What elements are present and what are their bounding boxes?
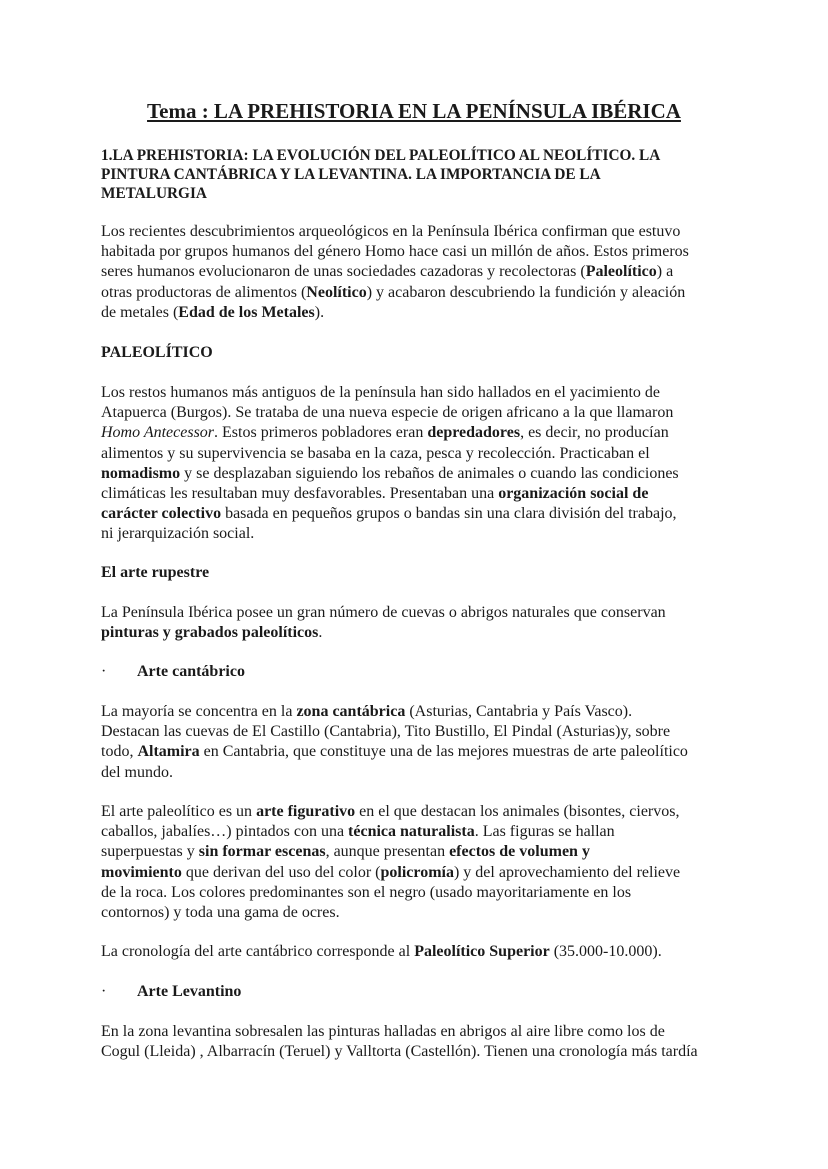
text-line: [101, 464, 679, 484]
text-run: seres humanos evolucionaron de unas sociedades cazadoras y recolectoras (: [101, 263, 586, 281]
subheading: [101, 343, 213, 363]
bold-text: nomadismo: [101, 464, 181, 482]
paragraph: [101, 603, 666, 643]
subheading: [101, 563, 209, 583]
text-run: En la zona levantina sobresalen las pinturas halladas en abrigos al aire libre como los de: [101, 1023, 665, 1040]
text-line: [101, 822, 680, 842]
text-line: [101, 283, 689, 303]
text-run: La cronología del arte cantábrico corresponde al: [101, 943, 415, 960]
text-line: [101, 942, 662, 962]
bold-text: Edad de los Metales: [178, 303, 315, 321]
text-line: [101, 1042, 698, 1062]
text-run: en el que destacan los animales (bisontes, ciervos,: [355, 803, 680, 820]
bold-text: zona cantábrica: [296, 703, 406, 720]
text-run: basada en pequeños grupos o bandas sin una clara división del trabajo,: [221, 505, 677, 523]
text-line: [101, 504, 679, 524]
paragraph: [101, 1022, 698, 1062]
text-line: [101, 603, 666, 623]
paragraph: [101, 383, 679, 545]
text-line: [101, 563, 209, 583]
document-title: [0, 98, 828, 124]
text-run: en Cantabria, que constituye una de las mejores muestras de arte paleolítico: [199, 743, 688, 761]
text-run: de la roca. Los colores predominantes son el negro (usado mayoritariamente en los: [101, 883, 632, 901]
text-run: ) y del aprovechamiento del relieve: [453, 863, 681, 881]
paragraph: [101, 222, 689, 323]
text-line: [101, 903, 680, 923]
bold-text: organización social de: [498, 484, 649, 502]
bullet-heading: [101, 982, 241, 1002]
text-line: [101, 982, 241, 1002]
text-run: PINTURA CANTÁBRICA Y LA LEVANTINA. LA IMPORTANCIA DE LA: [101, 166, 601, 184]
text-line: [101, 742, 688, 762]
text-line: [0, 98, 828, 124]
text-run: que derivan del uso del color (: [181, 863, 381, 881]
text-line: [101, 524, 679, 544]
text-line: [101, 1022, 698, 1042]
bold-text: técnica naturalista: [348, 823, 475, 841]
text-run: Tema : LA PREHISTORIA EN LA PENÍNSULA IBÉRICA: [147, 99, 681, 123]
text-line: [101, 722, 688, 742]
text-line: [101, 165, 660, 184]
text-run: Atapuerca (Burgos). Se trataba de una nueva especie de origen africano a la que llamaron: [101, 404, 674, 422]
text-run: y se desplazaban siguiendo los rebaños de animales o cuando las condiciones: [180, 464, 679, 482]
paragraph: [101, 802, 680, 923]
text-run: 1.LA PREHISTORIA: LA EVOLUCIÓN DEL PALEOLÍTICO AL NEOLÍTICO. LA: [101, 147, 661, 164]
bold-text: Paleolítico Superior: [414, 943, 550, 960]
text-line: [101, 423, 679, 443]
text-run: Los recientes descubrimientos arqueológicos en la Península Ibérica confirman que estuvo: [101, 223, 681, 240]
text-run: del mundo.: [101, 763, 173, 781]
bold-text: movimiento: [101, 863, 182, 881]
text-run: Los restos humanos más antiguos de la península han sido hallados en el yacimiento de: [101, 384, 660, 401]
text-run: climáticas les resultaban muy desfavorables. Presentaban una: [101, 484, 499, 502]
text-line: [101, 262, 689, 282]
bold-text: efectos de volumen y: [449, 843, 590, 861]
text-run: contornos) y toda una gama de ocres.: [101, 903, 340, 921]
text-run: superpuestas y: [101, 843, 199, 861]
bold-text: depredadores: [427, 424, 521, 442]
text-run: La Península Ibérica posee un gran número de cuevas o abrigos naturales que conservan: [101, 604, 666, 621]
text-run: Arte Levantino: [137, 983, 242, 1000]
text-run: , es decir, no producían: [520, 424, 669, 442]
bold-text: carácter colectivo: [101, 505, 222, 523]
bold-text: pinturas y grabados paleolíticos: [101, 624, 319, 642]
text-run: La mayoría se concentra en la: [101, 703, 297, 720]
text-line: [101, 802, 680, 822]
text-line: [101, 343, 213, 363]
bold-text: sin formar escenas: [198, 843, 326, 861]
text-run: Arte cantábrico: [137, 663, 245, 680]
text-line: [101, 222, 689, 242]
text-line: [101, 444, 679, 464]
section-heading: [101, 146, 660, 204]
text-line: [101, 863, 680, 883]
paragraph: [101, 702, 688, 783]
bullet-marker: ·: [101, 983, 107, 1000]
text-run: Destacan las cuevas de El Castillo (Cantabria), Tito Bustillo, El Pindal (Asturias)y, sobre: [101, 723, 671, 741]
text-run: caballos, jabalíes…) pintados con una: [101, 823, 349, 841]
bold-text: arte figurativo: [256, 803, 356, 820]
text-run: ) a: [656, 263, 674, 281]
text-line: [101, 883, 680, 903]
bullet-marker: ·: [101, 663, 107, 680]
text-line: [101, 184, 660, 203]
text-run: ).: [314, 303, 325, 321]
bold-text: Paleolítico: [585, 263, 657, 281]
text-run: otras productoras de alimentos (: [101, 283, 307, 301]
italic-text: Homo Antecessor: [101, 424, 215, 442]
text-run: . Las figuras se hallan: [474, 823, 615, 841]
text-run: El arte paleolítico es un: [101, 803, 257, 820]
text-run: alimentos y su supervivencia se basaba en la caza, pesca y recolección. Practicaban el: [101, 444, 650, 462]
text-line: [101, 383, 679, 403]
bold-text: policromía: [380, 863, 454, 881]
text-run: ni jerarquización social.: [101, 525, 255, 543]
text-line: [101, 242, 689, 262]
bullet-heading: [101, 662, 245, 682]
text-line: [101, 702, 688, 722]
text-run: todo,: [101, 743, 138, 761]
text-line: [101, 403, 679, 423]
text-line: [101, 763, 688, 783]
text-run: El arte rupestre: [101, 564, 210, 581]
text-line: [101, 303, 689, 323]
text-run: PALEOLÍTICO: [101, 344, 213, 361]
text-run: habitada por grupos humanos del género Homo hace casi un millón de años. Estos primeros: [101, 243, 689, 261]
text-line: [101, 842, 680, 862]
bold-text: Altamira: [137, 743, 200, 761]
text-run: , aunque presentan: [325, 843, 450, 861]
text-run: ) y acabaron descubriendo la fundición y aleación: [366, 283, 686, 301]
bold-text: Neolítico: [306, 283, 367, 301]
text-run: (35.000-10.000).: [549, 943, 662, 960]
text-line: [101, 484, 679, 504]
paragraph: [101, 942, 662, 962]
text-run: METALURGIA: [101, 185, 207, 203]
text-run: Cogul (Lleida) , Albarracín (Teruel) y Valltorta (Castellón). Tienen una cronología más tardía: [101, 1043, 698, 1061]
text-run: de metales (: [101, 303, 179, 321]
text-line: [101, 146, 660, 165]
text-run: .: [318, 624, 323, 642]
text-line: [101, 662, 245, 682]
text-run: (Asturias, Cantabria y País Vasco).: [405, 703, 633, 720]
text-run: . Estos primeros pobladores eran: [214, 424, 428, 442]
text-line: [101, 623, 666, 643]
